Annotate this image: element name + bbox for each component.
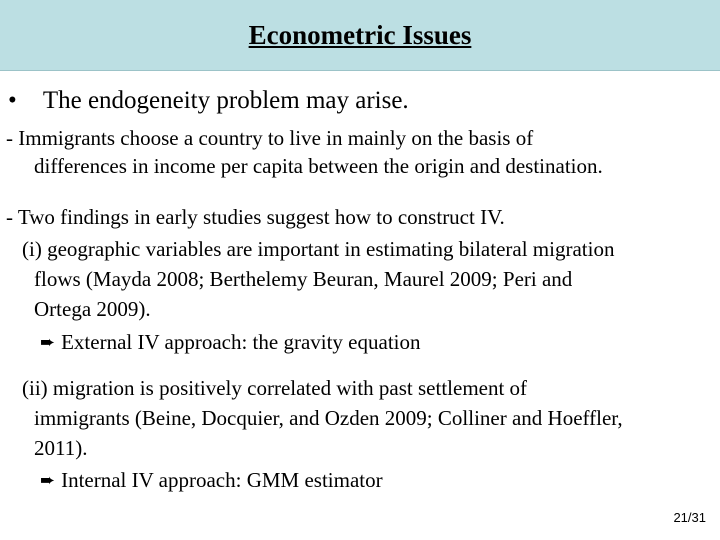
finding2-conclusion <box>40 466 383 496</box>
finding1-arrow-text: External IV approach: the gravity equation <box>61 330 421 354</box>
right-arrow-icon: ➨ <box>40 470 56 491</box>
finding2-arrow-text: Internal IV approach: GMM estimator <box>61 468 383 492</box>
point1-line2: differences in income per capita between the origin and destination. <box>34 154 603 178</box>
page-number: 21/31 <box>673 510 706 525</box>
bullet-text: The endogeneity problem may arise. <box>42 87 409 114</box>
finding2-line3: 2011). <box>34 436 88 460</box>
finding2-line1: (ii) migration is positively correlated with past settlement of <box>22 376 528 400</box>
right-arrow-icon: ➨ <box>40 332 56 353</box>
header-divider <box>0 70 720 71</box>
point1-line1: - Immigrants choose a country to live in mainly on the basis of <box>6 126 534 150</box>
finding1-line1: (i) geographic variables are important in estimating bilateral migration <box>22 237 615 261</box>
finding1-line2: flows (Mayda 2008; Berthelemy Beuran, Maurel 2009; Peri and <box>34 267 573 291</box>
finding1-line3: Ortega 2009). <box>34 297 151 321</box>
slide-title: Econometric Issues <box>248 20 472 50</box>
finding1-conclusion <box>40 328 421 358</box>
bullet-icon: • <box>8 87 17 114</box>
finding2-line2: immigrants (Beine, Docquier, and Ozden 2009; Colliner and Hoeffler, <box>34 406 623 430</box>
point2-line1: - Two findings in early studies suggest how to construct IV. <box>6 205 505 229</box>
main-bullet <box>8 86 409 116</box>
